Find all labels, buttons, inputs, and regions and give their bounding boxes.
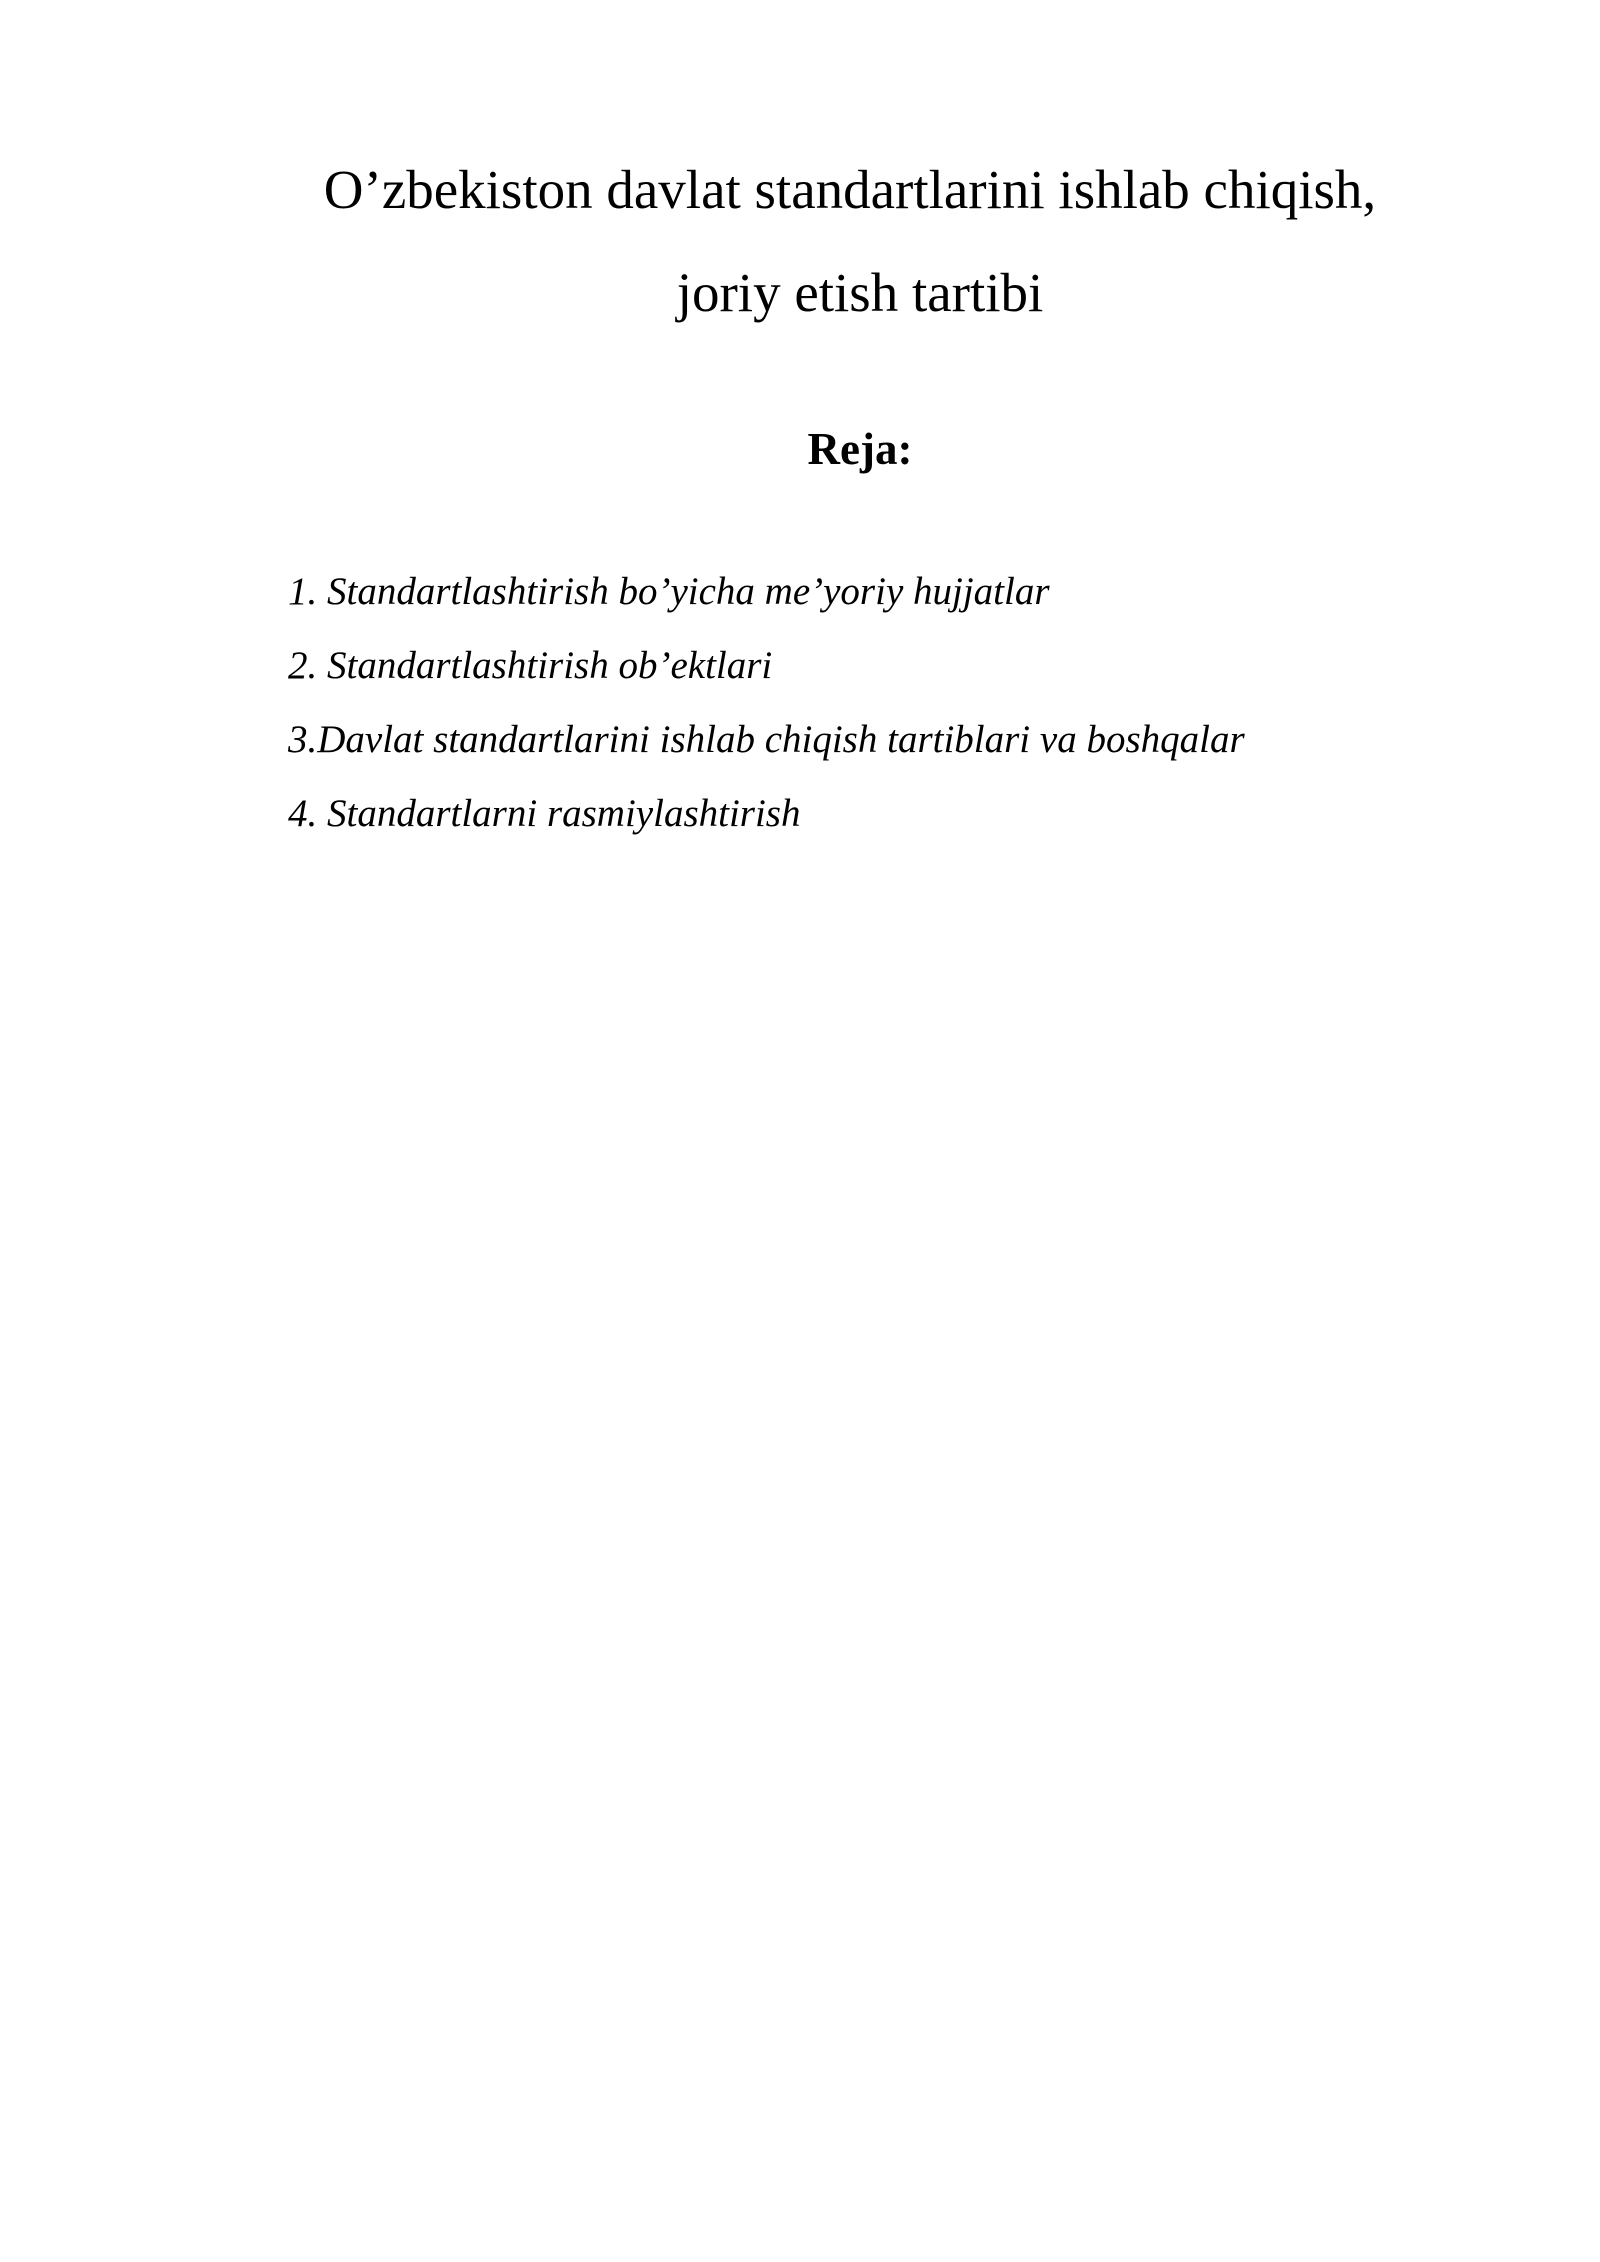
document-title-line-2: joriy etish tartibi xyxy=(676,262,1044,323)
plan-list xyxy=(288,572,1245,868)
plan-heading: Reja: xyxy=(807,424,913,474)
plan-item: 3.Davlat standartlarini ishlab chiqish tartiblari va boshqalar xyxy=(288,718,1245,761)
plan-item: 2. Standartlashtirish ob’ektlari xyxy=(288,644,773,687)
document-title-line-1: O’zbekiston davlat standartlarini ishlab chiqish, xyxy=(323,159,1377,220)
plan-item: 4. Standartlarni rasmiylashtirish xyxy=(288,792,801,835)
plan-item: 1. Standartlashtirish bo’yicha me’yoriy hujjatlar xyxy=(288,570,1050,613)
